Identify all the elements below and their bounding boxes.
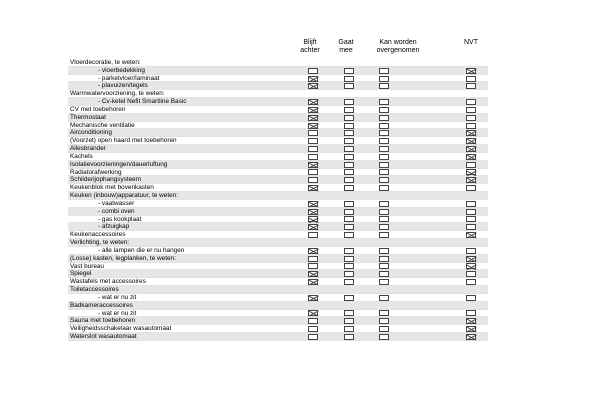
table-row [68, 129, 488, 137]
table-row [68, 169, 488, 177]
row-label: Vast bureau [70, 262, 104, 270]
row-label: Veiligheidsschakelaar wasautomaat [70, 325, 172, 333]
checkbox-kan-worden-overgenomen[interactable] [379, 185, 389, 191]
checkbox-nvt[interactable] [466, 169, 476, 175]
row-label: - plavuizen/tegels [98, 82, 148, 90]
table-row [68, 114, 488, 122]
checkbox-kan-worden-overgenomen[interactable] [379, 68, 389, 74]
table-row [68, 176, 488, 184]
checkbox-kan-worden-overgenomen[interactable] [379, 138, 389, 144]
checkbox-gaat-mee[interactable] [344, 248, 354, 254]
table-row [68, 122, 488, 130]
checkbox-gaat-mee[interactable] [344, 76, 354, 82]
table-row [68, 310, 488, 318]
row-label: Mechanische ventilatie [70, 121, 135, 129]
table-row [68, 98, 488, 106]
row-label: - vaatwasser [98, 199, 135, 207]
checkbox-kan-worden-overgenomen[interactable] [379, 146, 389, 152]
table-row [68, 184, 488, 192]
checkbox-blijft-achter[interactable] [308, 177, 318, 183]
table-row [68, 200, 488, 208]
checkbox-nvt[interactable] [466, 256, 476, 262]
table-row [68, 153, 488, 161]
checkbox-gaat-mee[interactable] [344, 216, 354, 222]
table-row [68, 294, 488, 302]
checkbox-gaat-mee[interactable] [344, 232, 354, 238]
table-row [68, 90, 488, 98]
checkbox-kan-worden-overgenomen[interactable] [379, 232, 389, 238]
checkbox-blijft-achter[interactable] [308, 162, 318, 168]
checkbox-gaat-mee[interactable] [344, 154, 354, 160]
checkbox-blijft-achter[interactable] [308, 279, 318, 285]
column-header-nvt: NVT [464, 39, 478, 46]
checkbox-gaat-mee[interactable] [344, 169, 354, 175]
checkbox-kan-worden-overgenomen[interactable] [379, 216, 389, 222]
checkbox-gaat-mee[interactable] [344, 99, 354, 105]
checkbox-nvt[interactable] [466, 76, 476, 82]
checkbox-blijft-achter[interactable] [308, 115, 318, 121]
row-label: Thermostaat [70, 113, 106, 121]
checkbox-nvt[interactable] [466, 83, 476, 89]
row-label: Vloerdecoratie, te weten: [70, 59, 141, 66]
row-label: Keukenblok met bovenkasten [70, 184, 154, 192]
checkbox-blijft-achter[interactable] [308, 232, 318, 238]
row-label: Toiletaccessoires [70, 286, 119, 294]
checkbox-nvt[interactable] [466, 224, 476, 230]
checkbox-nvt[interactable] [466, 162, 476, 168]
checkbox-kan-worden-overgenomen[interactable] [379, 162, 389, 168]
table-row [68, 67, 488, 75]
checkbox-blijft-achter[interactable] [308, 310, 318, 316]
checkbox-blijft-achter[interactable] [308, 263, 318, 269]
checkbox-nvt[interactable] [466, 248, 476, 254]
checkbox-nvt[interactable] [466, 201, 476, 207]
row-label: Verlichting, te weten: [70, 239, 129, 247]
checkbox-gaat-mee[interactable] [344, 201, 354, 207]
checkbox-gaat-mee[interactable] [344, 130, 354, 136]
table-row [68, 333, 488, 341]
checkbox-kan-worden-overgenomen[interactable] [379, 177, 389, 183]
table-row [68, 239, 488, 247]
table-row [68, 137, 488, 145]
checkbox-gaat-mee[interactable] [344, 123, 354, 129]
table-row [68, 82, 488, 90]
column-header-kan-worden-overgenomen: Kan worden overgenomen [376, 39, 420, 54]
checkbox-nvt[interactable] [466, 130, 476, 136]
row-label: - wat er nu zit [98, 293, 137, 301]
checkbox-nvt[interactable] [466, 107, 476, 113]
table-row [68, 263, 488, 271]
checkbox-nvt[interactable] [466, 326, 476, 332]
table-row [68, 325, 488, 333]
checkbox-blijft-achter[interactable] [308, 185, 318, 191]
checkbox-kan-worden-overgenomen[interactable] [379, 326, 389, 332]
checkbox-kan-worden-overgenomen[interactable] [379, 209, 389, 215]
checkbox-kan-worden-overgenomen[interactable] [379, 201, 389, 207]
checkbox-gaat-mee[interactable] [344, 271, 354, 277]
checkbox-kan-worden-overgenomen[interactable] [379, 256, 389, 262]
table-row [68, 216, 488, 224]
checkbox-gaat-mee[interactable] [344, 263, 354, 269]
checkbox-blijft-achter[interactable] [308, 295, 318, 301]
checkbox-kan-worden-overgenomen[interactable] [379, 123, 389, 129]
row-label: - vloerbedekking [98, 66, 145, 74]
checkbox-blijft-achter[interactable] [308, 224, 318, 230]
checkbox-blijft-achter[interactable] [308, 334, 318, 340]
checkbox-gaat-mee[interactable] [344, 256, 354, 262]
checkbox-nvt[interactable] [466, 334, 476, 340]
checkbox-kan-worden-overgenomen[interactable] [379, 169, 389, 175]
checkbox-blijft-achter[interactable] [308, 138, 318, 144]
table-row [68, 208, 488, 216]
checkbox-kan-worden-overgenomen[interactable] [379, 115, 389, 121]
checkbox-nvt[interactable] [466, 99, 476, 105]
table-row [68, 192, 488, 200]
row-label: - Cv-ketel Nefit Smartline Basic [98, 98, 187, 106]
checkbox-gaat-mee[interactable] [344, 68, 354, 74]
row-label: Allesbrander [70, 145, 106, 153]
checkbox-nvt[interactable] [466, 310, 476, 316]
checkbox-blijft-achter[interactable] [308, 326, 318, 332]
checkbox-blijft-achter[interactable] [308, 83, 318, 89]
checkbox-gaat-mee[interactable] [344, 334, 354, 340]
checkbox-nvt[interactable] [466, 209, 476, 215]
checkbox-gaat-mee[interactable] [344, 83, 354, 89]
checkbox-gaat-mee[interactable] [344, 146, 354, 152]
row-label: Radiatorafwerking [70, 168, 122, 176]
checkbox-nvt[interactable] [466, 216, 476, 222]
checkbox-blijft-achter[interactable] [308, 146, 318, 152]
checkbox-gaat-mee[interactable] [344, 310, 354, 316]
row-label: - gas kookplaat [98, 215, 142, 223]
checkbox-kan-worden-overgenomen[interactable] [379, 83, 389, 89]
checkbox-gaat-mee[interactable] [344, 138, 354, 144]
column-header-blijft-achter: Blijft achter [300, 39, 320, 54]
checkbox-blijft-achter[interactable] [308, 107, 318, 113]
row-label: Sauna met toebehoren [70, 317, 136, 325]
row-label: Schilderijophangsysteem [70, 176, 142, 184]
checkbox-blijft-achter[interactable] [308, 201, 318, 207]
table-row [68, 59, 488, 67]
checkbox-kan-worden-overgenomen[interactable] [379, 310, 389, 316]
checkbox-nvt[interactable] [466, 279, 476, 285]
checkbox-nvt[interactable] [466, 115, 476, 121]
checkbox-kan-worden-overgenomen[interactable] [379, 271, 389, 277]
checkbox-blijft-achter[interactable] [308, 123, 318, 129]
checkbox-nvt[interactable] [466, 177, 476, 183]
checkbox-blijft-achter[interactable] [308, 68, 318, 74]
checkbox-gaat-mee[interactable] [344, 177, 354, 183]
row-label: (Losse) kasten, legplanken, te weten: [70, 254, 176, 262]
checkbox-kan-worden-overgenomen[interactable] [379, 248, 389, 254]
checkbox-blijft-achter[interactable] [308, 154, 318, 160]
checkbox-blijft-achter[interactable] [308, 271, 318, 277]
checkbox-kan-worden-overgenomen[interactable] [379, 76, 389, 82]
checkbox-nvt[interactable] [466, 232, 476, 238]
table-row [68, 278, 488, 286]
row-label: Warmwatervoorziening, te weten: [70, 90, 165, 98]
checkbox-blijft-achter[interactable] [308, 318, 318, 324]
checkbox-nvt[interactable] [466, 154, 476, 160]
checkbox-blijft-achter[interactable] [308, 130, 318, 136]
checkbox-gaat-mee[interactable] [344, 224, 354, 230]
checkbox-gaat-mee[interactable] [344, 326, 354, 332]
table-row [68, 255, 488, 263]
checkbox-nvt[interactable] [466, 123, 476, 129]
row-label: Isolatievoorzieningen/dauerluftung [70, 160, 168, 168]
checkbox-blijft-achter[interactable] [308, 216, 318, 222]
checkbox-nvt[interactable] [466, 68, 476, 74]
checkbox-blijft-achter[interactable] [308, 209, 318, 215]
checkbox-kan-worden-overgenomen[interactable] [379, 107, 389, 113]
checkbox-gaat-mee[interactable] [344, 318, 354, 324]
row-label: Waterslot wasautomaat [70, 332, 137, 340]
table-row [68, 145, 488, 153]
checkbox-kan-worden-overgenomen[interactable] [379, 295, 389, 301]
row-label: - parketvloer/laminaat [98, 74, 160, 82]
checkbox-gaat-mee[interactable] [344, 162, 354, 168]
checkbox-blijft-achter[interactable] [308, 256, 318, 262]
checkbox-blijft-achter[interactable] [308, 76, 318, 82]
row-label: Wastafels met accessoires [70, 278, 146, 286]
checkbox-kan-worden-overgenomen[interactable] [379, 130, 389, 136]
row-label: - wat er nu zit [98, 309, 137, 317]
row-label: - afzuigkap [98, 223, 130, 231]
checkbox-nvt[interactable] [466, 146, 476, 152]
table-row [68, 161, 488, 169]
checkbox-blijft-achter[interactable] [308, 248, 318, 254]
checkbox-nvt[interactable] [466, 263, 476, 269]
table-row [68, 75, 488, 83]
row-label: Airconditioning [70, 129, 112, 137]
column-header-gaat-mee: Gaat mee [338, 39, 354, 54]
row-label: (Voorzet) open haard met toebehoren [70, 137, 177, 145]
table-row [68, 317, 488, 325]
row-label: Badkameraccessoires [70, 301, 133, 309]
checkbox-nvt[interactable] [466, 271, 476, 277]
checkbox-nvt[interactable] [466, 318, 476, 324]
row-label: CV met toebehoren [70, 105, 126, 113]
checkbox-nvt[interactable] [466, 185, 476, 191]
checkbox-nvt[interactable] [466, 295, 476, 301]
checkbox-nvt[interactable] [466, 138, 476, 144]
checkbox-kan-worden-overgenomen[interactable] [379, 154, 389, 160]
table-row [68, 247, 488, 255]
row-label: Keuken (inbouw)apparatuur, te weten: [70, 192, 179, 200]
checkbox-kan-worden-overgenomen[interactable] [379, 263, 389, 269]
table-row [68, 302, 488, 310]
table-row [68, 106, 488, 114]
table-row [68, 231, 488, 239]
checkbox-kan-worden-overgenomen[interactable] [379, 224, 389, 230]
checkbox-blijft-achter[interactable] [308, 99, 318, 105]
checklist-table [68, 59, 488, 341]
checkbox-gaat-mee[interactable] [344, 295, 354, 301]
checkbox-kan-worden-overgenomen[interactable] [379, 318, 389, 324]
row-label: - combi oven [98, 207, 135, 215]
checkbox-kan-worden-overgenomen[interactable] [379, 99, 389, 105]
row-label: Kachels [70, 152, 93, 160]
row-label: Spiegel [70, 270, 92, 278]
checkbox-gaat-mee[interactable] [344, 185, 354, 191]
table-row [68, 223, 488, 231]
checkbox-gaat-mee[interactable] [344, 279, 354, 285]
row-label: - alle lampen die er nu hangen [98, 246, 185, 254]
checkbox-blijft-achter[interactable] [308, 169, 318, 175]
table-row [68, 270, 488, 278]
checkbox-kan-worden-overgenomen[interactable] [379, 279, 389, 285]
row-label: Keukenaccessoires [70, 231, 126, 239]
checkbox-kan-worden-overgenomen[interactable] [379, 334, 389, 340]
table-row [68, 286, 488, 294]
checkbox-gaat-mee[interactable] [344, 115, 354, 121]
checkbox-gaat-mee[interactable] [344, 209, 354, 215]
checkbox-gaat-mee[interactable] [344, 107, 354, 113]
